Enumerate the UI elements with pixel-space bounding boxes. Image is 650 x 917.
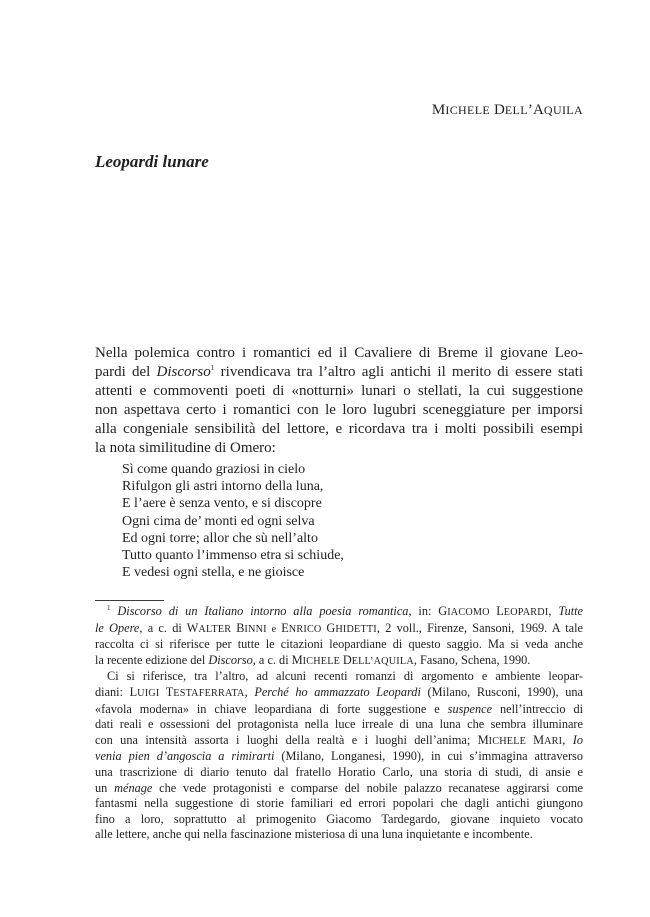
footnote-text: INNI e: [244, 623, 282, 635]
footnote-text: EOPARDI: [503, 607, 549, 618]
body-text: rivendicava tra l’altro agli antichi il merito di essere stati: [214, 364, 583, 380]
footnote-line: alle lettere, anche qui nella fascinazione misteriosa di una luna inquietante e incombente.: [95, 827, 533, 842]
author-text: M: [431, 102, 446, 118]
footnote-text: (Milano, Longanesi, 1990), in cui s’immagina attraverso: [274, 749, 583, 764]
verse-quotation: [122, 461, 442, 581]
body-line: la nota similitudine di Omero:: [95, 440, 276, 456]
footnote-text: G: [438, 604, 448, 618]
footnote-text: , a c. di: [139, 620, 187, 635]
footnote-separator: [95, 600, 164, 601]
footnote-text: (Milano, Rusconi, 1990), una: [420, 684, 583, 699]
footnote-text: L: [496, 604, 504, 618]
footnote-text: ICHELE: [488, 735, 534, 747]
author-text: A: [533, 102, 544, 118]
footnote-ref[interactable]: 1: [210, 363, 215, 372]
footnote-text: un: [95, 780, 115, 795]
body-line: Nella polemica contro i romantici ed il Cavaliere di Breme il giovane Leo-: [95, 345, 583, 361]
footnote-text: M: [533, 732, 545, 747]
body-line: [95, 363, 583, 382]
footnote-line: fino a loro, soprattutto al primogenito Giacomo Tardegardo, giovane inquieto vocato: [95, 811, 583, 826]
verse-line: Tutto quanto l’immenso etra si schiude,: [122, 548, 344, 564]
author-text: ’: [527, 102, 533, 118]
verse-line: E vedesi ogni stella, e ne gioisce: [122, 565, 305, 581]
footnote-text: con una intensità assorta i luoghi della realtà e i luoghi dell’anima;: [95, 732, 478, 747]
footnote-line: [95, 749, 583, 765]
footnote-text: L: [129, 684, 138, 699]
author-text: D: [493, 102, 505, 118]
article-title: Leopardi lunare: [95, 152, 209, 171]
footnote-text: G: [326, 620, 336, 635]
footnote-text: T: [165, 684, 174, 699]
footnote-text-italic: Perché ho ammazzato Leopardi: [254, 684, 421, 699]
footnote-text: ELL’AQUILA: [351, 655, 414, 667]
footnote-text: M: [477, 732, 489, 747]
footnote-line: [95, 685, 583, 702]
footnote-text: , in:: [408, 604, 439, 618]
body-text: pardi del: [95, 364, 157, 380]
footnote-text: W: [186, 620, 199, 635]
footnote-text: B: [236, 620, 245, 635]
footnote-text: D: [342, 652, 352, 667]
footnote-line: fantasmi nella suggestione di storie familiari ed errori popolari che dagli antichi giungono: [95, 796, 583, 811]
footnote-text: HIDETTI: [335, 623, 377, 635]
verse-line: Sì come quando graziosi in cielo: [122, 462, 306, 477]
footnote-text: che vede protagonisti e comparse del nobile palazzo recanatese aggirarsi come: [152, 780, 583, 795]
footnote-text: ,: [244, 684, 255, 699]
author-text: ELL: [504, 103, 528, 117]
footnote-text-italic: Io: [572, 732, 583, 747]
body-line: attenti e commoventi poeti di «notturni» lunari o stellati, la cui suggestione: [95, 383, 583, 399]
footnote-text: la recente edizione del: [95, 652, 209, 667]
footnote-line: dati reali e ossessioni del protagonista nella luce irreale di una luna che sembra illuminare: [95, 717, 583, 732]
footnote-line: [95, 702, 583, 718]
footnote-text-italic: ménage: [114, 780, 153, 795]
body-paragraph: [95, 344, 583, 458]
footnote-text: NRICO: [288, 623, 327, 635]
footnote-line: raccolta ci si riferisce per tutte le citazioni leopardiane di questo saggio. Ma si veda anche: [95, 637, 583, 652]
verse-line: E l’aere è senza vento, e si discopre: [122, 496, 322, 512]
author-text: QUILA: [543, 103, 583, 117]
footnote-text-italic: suspence: [447, 701, 493, 716]
footnote-text: UIGI: [137, 687, 166, 699]
footnote-text: ,: [548, 604, 559, 618]
verse-line: Rifulgon gli astri intorno della luna,: [122, 479, 324, 495]
footnote-line: una trascrizione di diario tenuto dal fratello Horatio Carlo, una storia di studi, di ansie e: [95, 764, 583, 779]
footnote-text-italic: le Opere: [95, 620, 140, 635]
footnote-text: M: [291, 652, 303, 667]
footnote-text: ARI: [544, 735, 563, 747]
footnote-text: ,: [562, 732, 573, 747]
footnote-line: [95, 781, 583, 797]
footnote-line: [95, 604, 583, 621]
footnote-text: IACOMO: [447, 607, 497, 618]
footnote-text: ICHELE: [302, 655, 343, 667]
footnote-text: E: [281, 620, 289, 635]
footnote-text-italic: Tutte: [558, 604, 583, 618]
footnote-text: diani:: [95, 684, 130, 699]
footnote-text: «favola moderna» in chiave leopardiana di forte suggestione e: [95, 701, 448, 716]
footnote-text: ALTER: [198, 623, 237, 635]
footnote-line: [95, 621, 583, 638]
footnote-text: , Fasano, Schena, 1990.: [413, 652, 531, 667]
footnotes: [95, 604, 583, 843]
footnote-text-italic: Discorso di un Italiano intorno alla poesia romantica: [110, 604, 409, 618]
running-author: [405, 101, 583, 119]
verse-line: Ogni cima de’ monti ed ogni selva: [122, 513, 315, 529]
body-line: alla congeniale sensibilità del lettore, e ricordava tra i molti possibili esempi: [95, 421, 583, 437]
footnote-line: [95, 733, 583, 750]
footnote-text: , a c. di: [252, 652, 292, 667]
verse-line: Ed ogni torre; allor che sù nell’alto: [122, 530, 318, 546]
footnote-text: , 2 voll., Firenze, Sansoni, 1969. A tale: [376, 620, 583, 635]
footnote-line: [95, 653, 583, 670]
author-text: ICHELE: [445, 103, 491, 117]
footnote-number: 1: [107, 604, 111, 612]
footnote-line: Ci si riferisce, tra l’altro, ad alcuni recenti romanzi di argomento e ambiente leopar-: [107, 669, 583, 684]
body-text-italic: Discorso: [156, 364, 211, 380]
footnote-text-italic: Discorso: [208, 652, 253, 667]
footnote-text: ESTAFERRATA: [173, 687, 245, 699]
footnote-text-italic: venia pien d’angoscia a rimirarti: [95, 749, 275, 764]
body-line: non aspettava certo i romantici con le loro lugubri sceneggiature per imporsi: [95, 402, 583, 418]
footnote-text: nell’intreccio di: [492, 701, 583, 716]
